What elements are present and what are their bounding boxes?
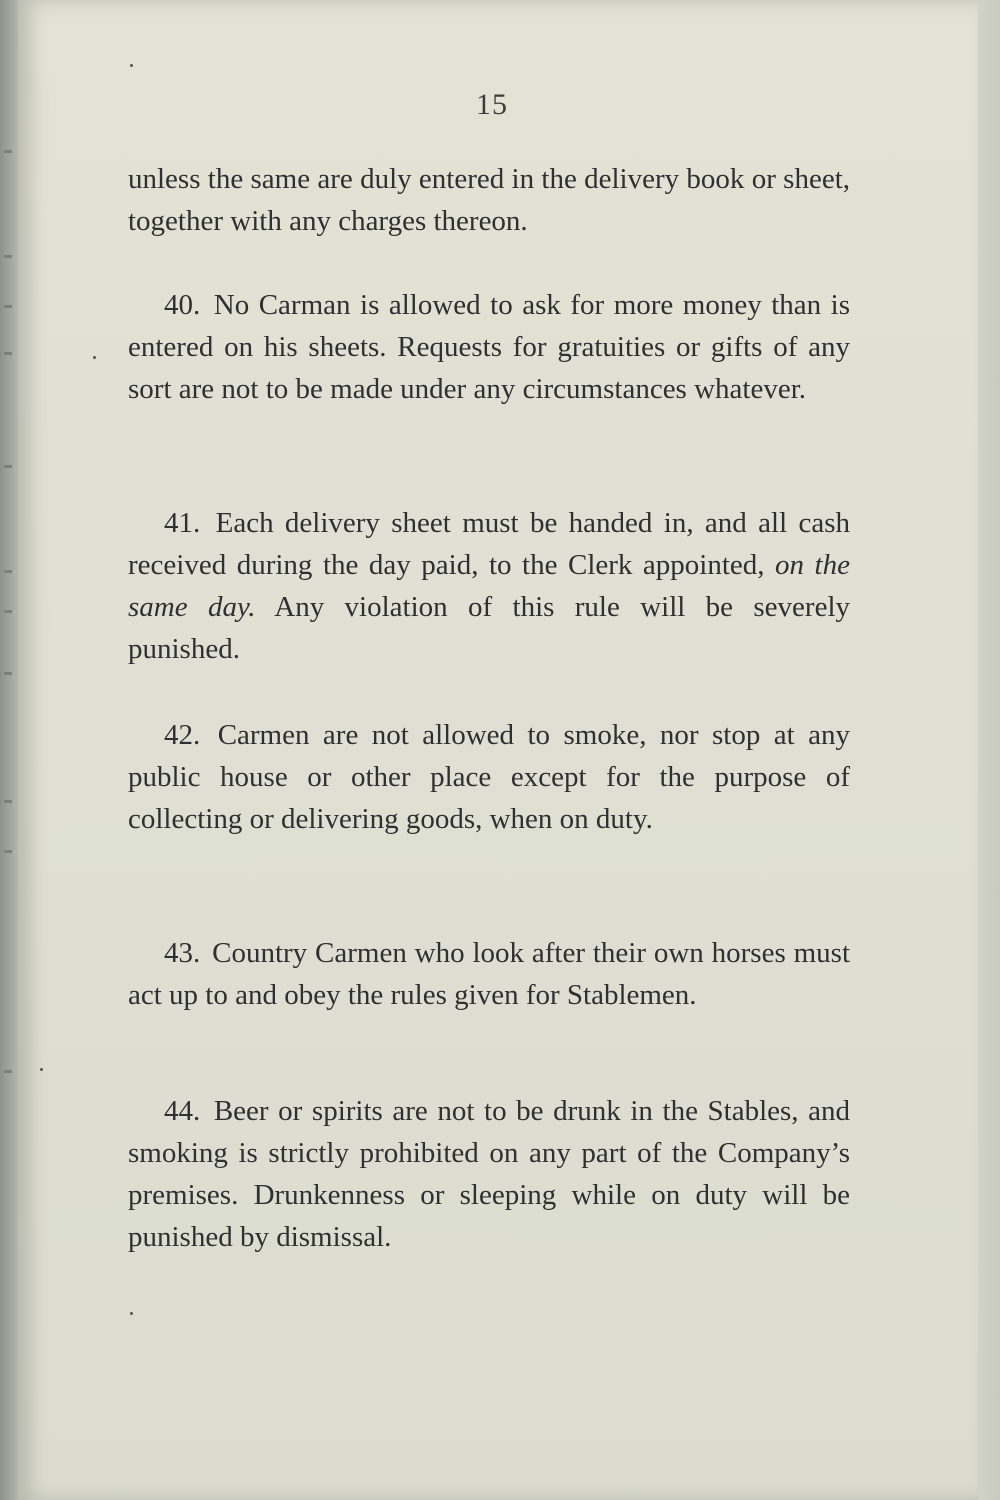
rule-number: 40. [164,289,201,321]
binding-mark [4,800,12,803]
paragraph-continuation [128,158,850,242]
binding-mark [4,570,12,573]
page-number: 15 [476,88,508,121]
binding-mark [4,465,12,468]
paper-speck [130,1312,133,1315]
binding-mark [4,610,12,613]
rule-emphasis: on the same day. [128,549,850,623]
rule-41 [128,502,850,670]
paper-speck [130,64,133,67]
rule-text: Any violation of this rule will be severely punished. [128,591,851,665]
book-binding [0,0,20,1500]
rule-text: Each delivery sheet must be handed in, and all cash received during the day paid, to the Clerk appointed, [128,507,850,581]
binding-mark [4,1070,12,1073]
binding-mark [4,150,12,153]
binding-mark [4,305,12,308]
rule-number: 43. [164,937,201,969]
binding-mark [4,352,12,355]
book-page [18,0,978,1500]
binding-mark [4,850,12,853]
binding-mark [4,255,12,258]
rule-number: 42. [164,719,201,751]
rule-43 [128,932,850,1016]
rule-text: Beer or spirits are not to be drunk in the Stables, and smoking is strictly prohibited on any part of the Company’s premises. Drunkenness or sleeping while on duty will be punished by dismissal. [128,1095,850,1253]
rule-40 [128,284,850,410]
rule-number: 44. [164,1095,201,1127]
rule-42 [128,714,850,840]
rule-text: Country Carmen who look after their own horses must act up to and obey the rules given for Stablemen. [128,937,851,1011]
binding-mark [4,672,12,675]
rule-text: Carmen are not allowed to smoke, nor stop at any public house or other place except for the purpose of collecting or delivering goods, when on duty. [128,719,850,835]
paragraph-text: unless the same are duly entered in the delivery book or sheet, together with any charges thereon. [128,163,850,237]
rule-text: No Carman is allowed to ask for more money than is entered on his sheets. Requests for gratuities or gifts of any sort are not to be made under any circumstances whatever. [128,289,851,405]
rule-44 [128,1090,850,1258]
rule-number: 41. [164,507,201,539]
paper-speck [40,1068,43,1071]
paper-speck [93,356,96,359]
